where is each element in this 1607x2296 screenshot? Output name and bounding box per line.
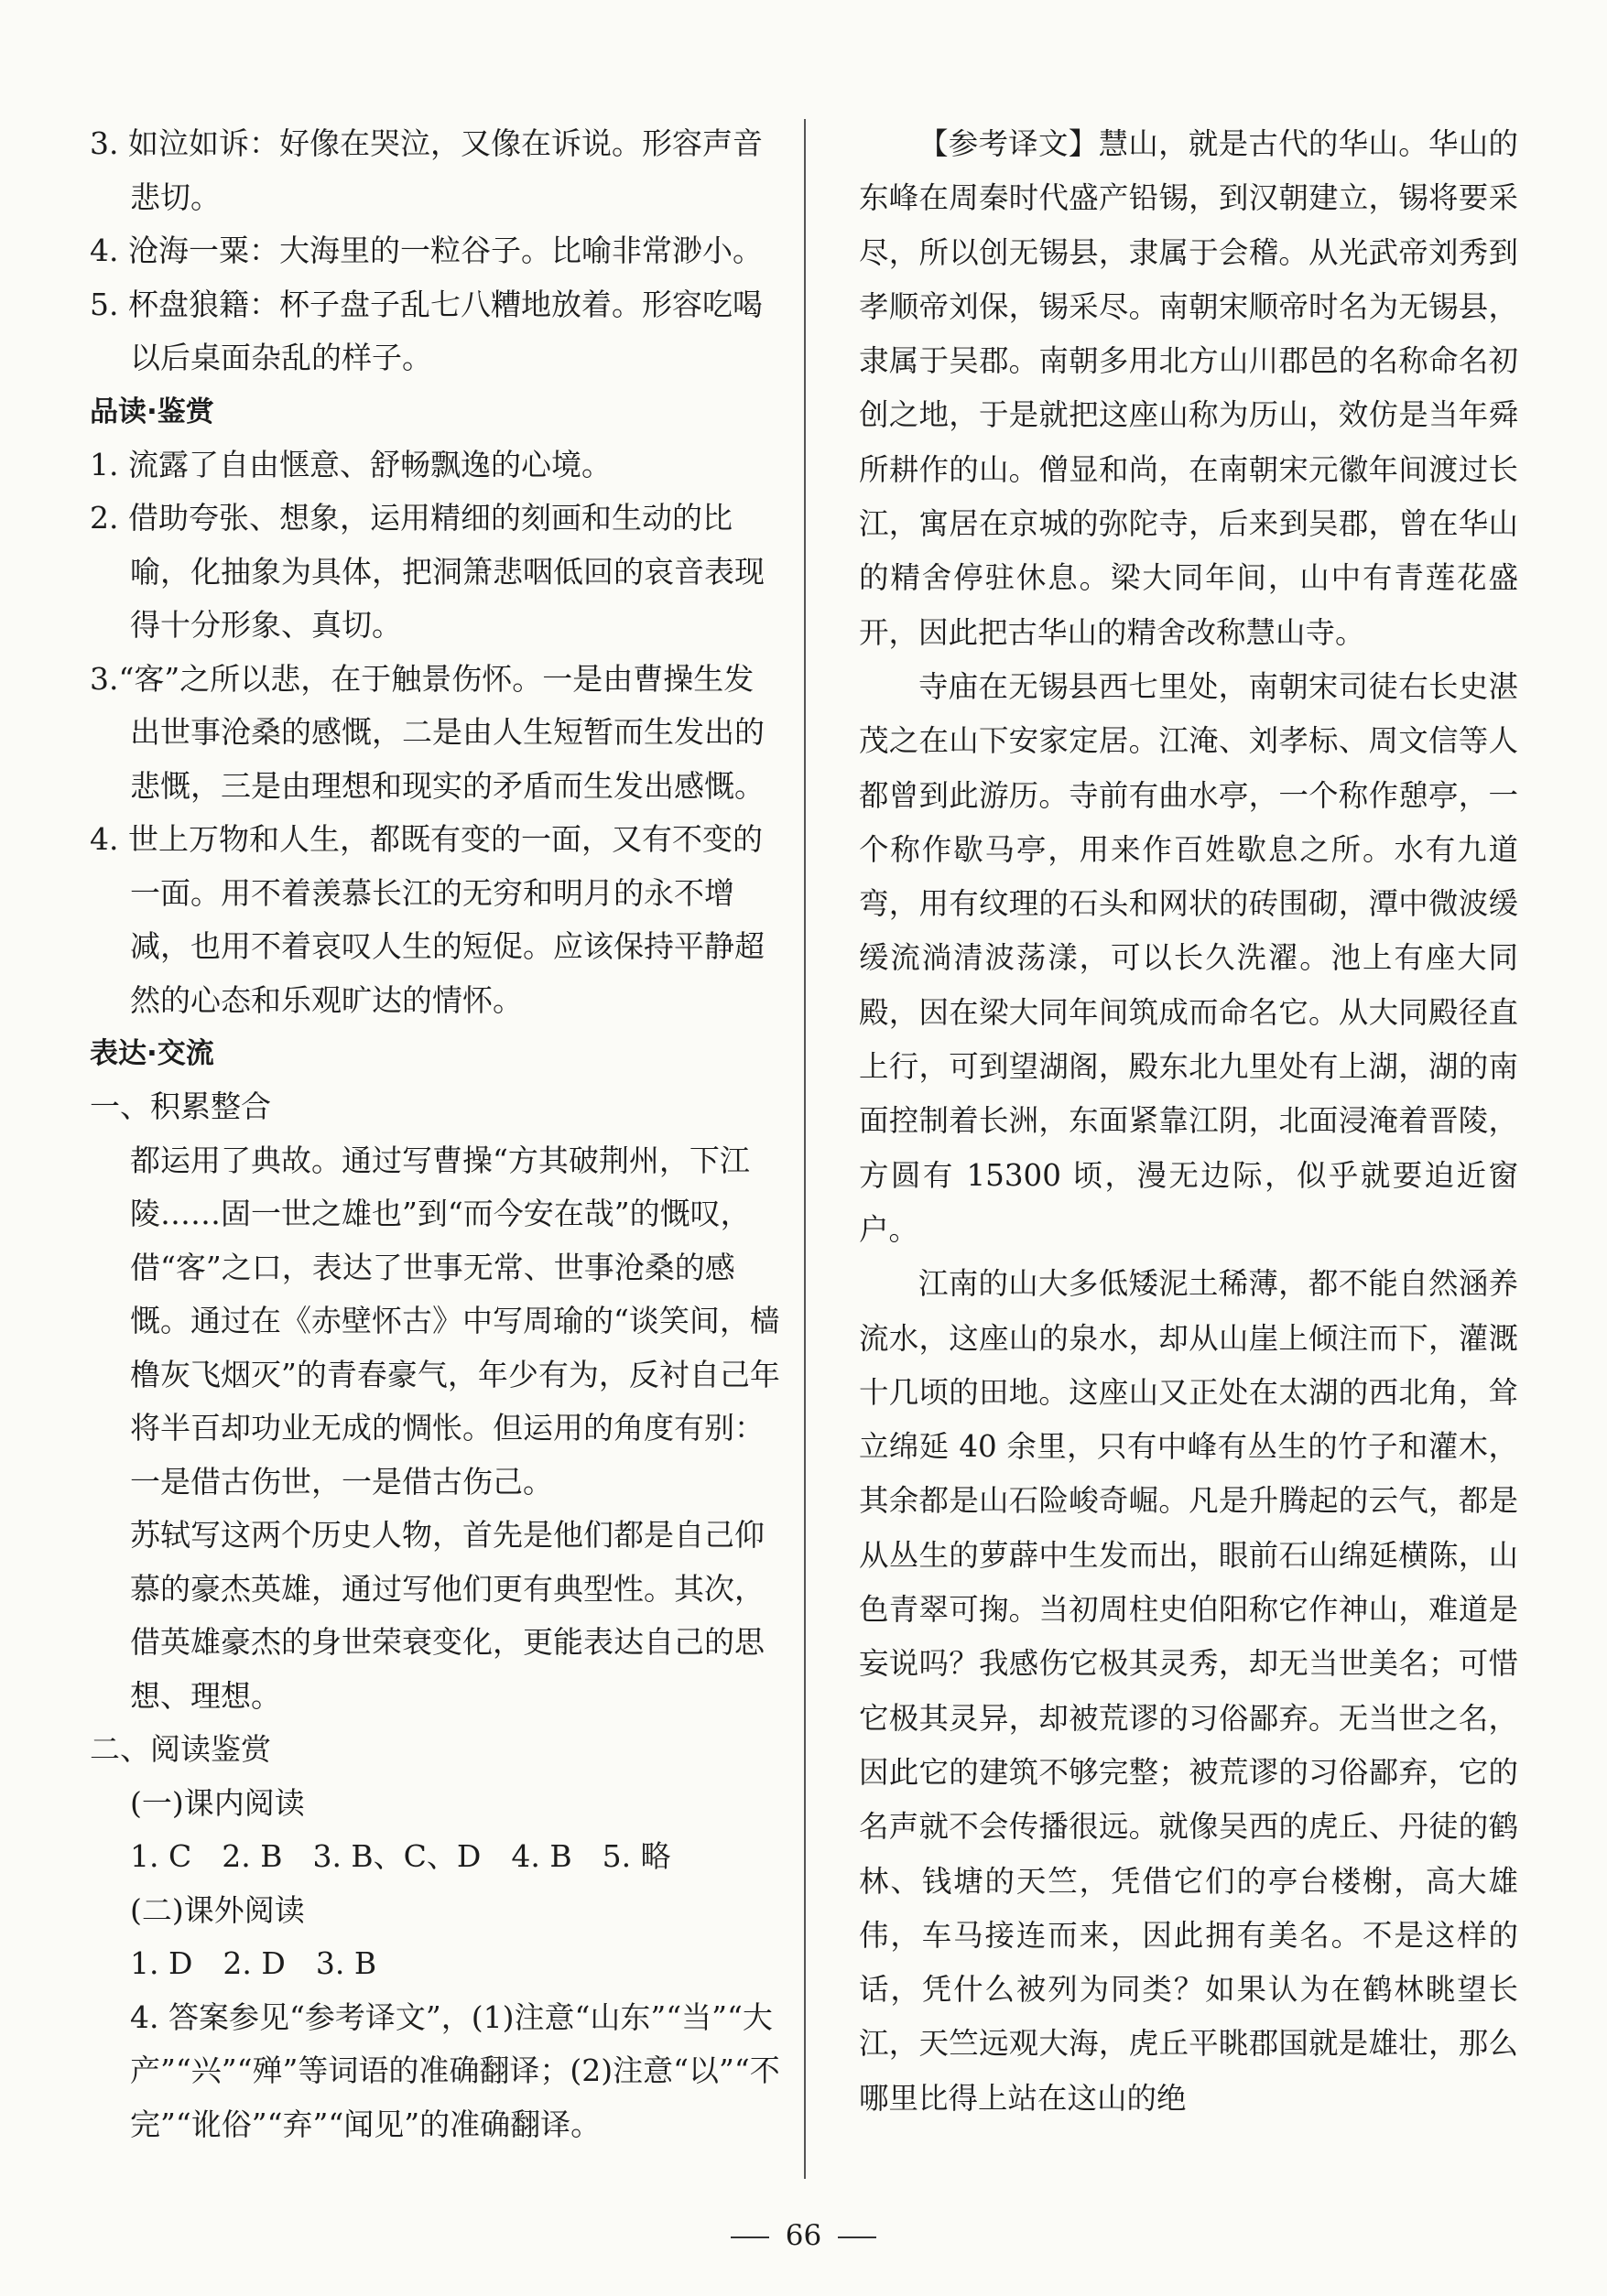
translation-paragraph: 江南的山大多低矮泥土稀薄，都不能自然涵养流水，这座山的泉水，却从山崖上倾注而下，灌溉十几顷的田地。这座山又正处在太湖的西北角，耸立绵延 40 余里，只有中峰有丛生的竹子和灌木，其余都是山石险峻奇崛。凡是升腾起的云气，都是从丛生的萝薜中生发而出，眼前石山绵延横陈，山色青翠可掬。当初周柱史伯阳称它作神山，难道是妄说吗？我感伤它极其灵秀，却无当世美名；可惜它极其灵异，却被荒谬的习俗鄙弃。无当世之名，因此它的建筑不够完整；被荒谬的习俗鄙弃，它的名声就不会传播很远。就像吴西的虎丘、丹徒的鹤林、钱塘的天竺，凭借它们的亭台楼榭，高大雄伟，车马接连而来，因此拥有美名。不是这样的话，凭什么被列为同类？如果认为在鹤林眺望长江，天竺远观大海，虎丘平眺郡国就是雄壮，那么哪里比得上站在这山的绝 [859, 1266, 1518, 2116]
translation-text: 慧山，就是古代的华山。华山的东峰在周秦时代盛产铅锡，到汉朝建立，锡将要采尽，所以创无锡县，隶属于会稽。从光武帝刘秀到孝顺帝刘保，锡采尽。南朝宋顺帝时名为无锡县，隶属于吴郡。南朝多用北方山川郡邑的名称命名初创之地，于是就把这座山称为历山，效仿是当年舜所耕作的山。僧显和尚，在南朝宋元徽年间渡过长江，寓居在京城的弥陀寺，后来到吴郡，曾在华山的精舍停驻休息。梁大同年间，山中有青莲花盛开，因此把古华山的精舍改称慧山寺。 [859, 126, 1518, 650]
translation-paragraph: 寺庙在无锡县西七里处，南朝宋司徒右长史湛茂之在山下安家定居。江淹、刘孝标、周文信等人都曾到此游历。寺前有曲水亭，一个称作憩亭，一个称作歇马亭，用来作百姓歇息之所。水有九道弯，用有纹理的石头和网状的砖围砌，潭中微波缓缓流淌清波荡漾，可以长久洗濯。池上有座大同殿，因在梁大同年间筑成而命名它。从大同殿径直上行，可到望湖阁，殿东北九里处有上湖，湖的南面控制着长洲，东面紧靠江阴，北面浸淹着晋陵，方圆有 15300 顷，漫无边际，似乎就要迫近窗户。 [859, 668, 1518, 1247]
answer-item: 3.“客”之所以悲，在于触景伤怀。一是由曹操生发出世事沧桑的感慨，二是由人生短暂而生发出的悲慨，三是由理想和现实的矛盾而生发出感慨。 [90, 660, 765, 804]
paragraph: 苏轼写这两个历史人物，首先是他们都是自己仰慕的豪杰英雄，通过写他们更有典型性。其次，借英雄豪杰的身世荣衰变化，更能表达自己的思想、理想。 [130, 1517, 765, 1714]
translation-paragraph [859, 117, 1518, 660]
paragraph: 都运用了典故。通过写曹操“方其破荆州，下江陵……固一世之雄也”到“而今安在哉”的慨叹，借“客”之口，表达了世事无常、世事沧桑的感慨。通过在《赤壁怀古》中写周瑜的“谈笑间，樯橹灰飞烟灭”的青春豪气，年少有为，反衬自己年将半百却功业无成的惆怅。但运用的角度有别：一是借古伤世，一是借古伤己。 [130, 1142, 780, 1500]
right-column [859, 117, 1518, 2126]
part-heading: 一、积累整合 [90, 1088, 271, 1124]
section-heading-appreciation: 品读·鉴赏 [90, 395, 214, 428]
page-number-text: 66 [785, 2219, 822, 2252]
subheading: (一)课内阅读 [130, 1784, 305, 1821]
answer-item: 4. 答案参见“参考译文”，(1)注意“山东”“当”“大产”“兴”“殚”等词语的准确翻译；(2)注意“以”“不完”“讹俗”“弃”“闻见”的准确翻译。 [130, 1998, 780, 2142]
answer-item: 4. 世上万物和人生，都既有变的一面，又有不变的一面。用不着羡慕长江的无穷和明月的永不增减，也用不着哀叹人生的短促。应该保持平静超然的心态和乐观旷达的情怀。 [90, 821, 765, 1018]
dash [731, 2236, 769, 2238]
left-column [90, 117, 781, 2151]
answer-item: 2. 借助夸张、想象，运用精细的刻画和生动的比喻，化抽象为具体，把洞箫悲咽低回的哀音表现得十分形象、真切。 [90, 500, 765, 643]
subheading: (二)课外阅读 [130, 1891, 305, 1928]
part-heading: 二、阅读鉴赏 [90, 1731, 271, 1767]
answer-item: 1. 流露了自由惬意、舒畅飘逸的心境。 [90, 446, 612, 482]
answer-item: 4. 沧海一粟：大海里的一粒谷子。比喻非常渺小。 [90, 233, 763, 268]
page-number [0, 2219, 1607, 2252]
answer-item: 5. 杯盘狼籍：杯子盘子乱七八糟地放着。形容吃喝以后桌面杂乱的样子。 [90, 286, 763, 375]
answer-line: 1. D 2. D 3. B [130, 1945, 377, 1981]
column-divider [804, 119, 806, 2179]
answer-item: 3. 如泣如诉：好像在哭泣，又像在诉说。形容声音悲切。 [90, 125, 763, 215]
answer-line: 1. C 2. B 3. B、C、D 4. B 5. 略 [130, 1838, 671, 1874]
dash [838, 2236, 876, 2238]
translation-label: 【参考译文】 [918, 126, 1099, 161]
section-heading-expression: 表达·交流 [90, 1037, 214, 1070]
